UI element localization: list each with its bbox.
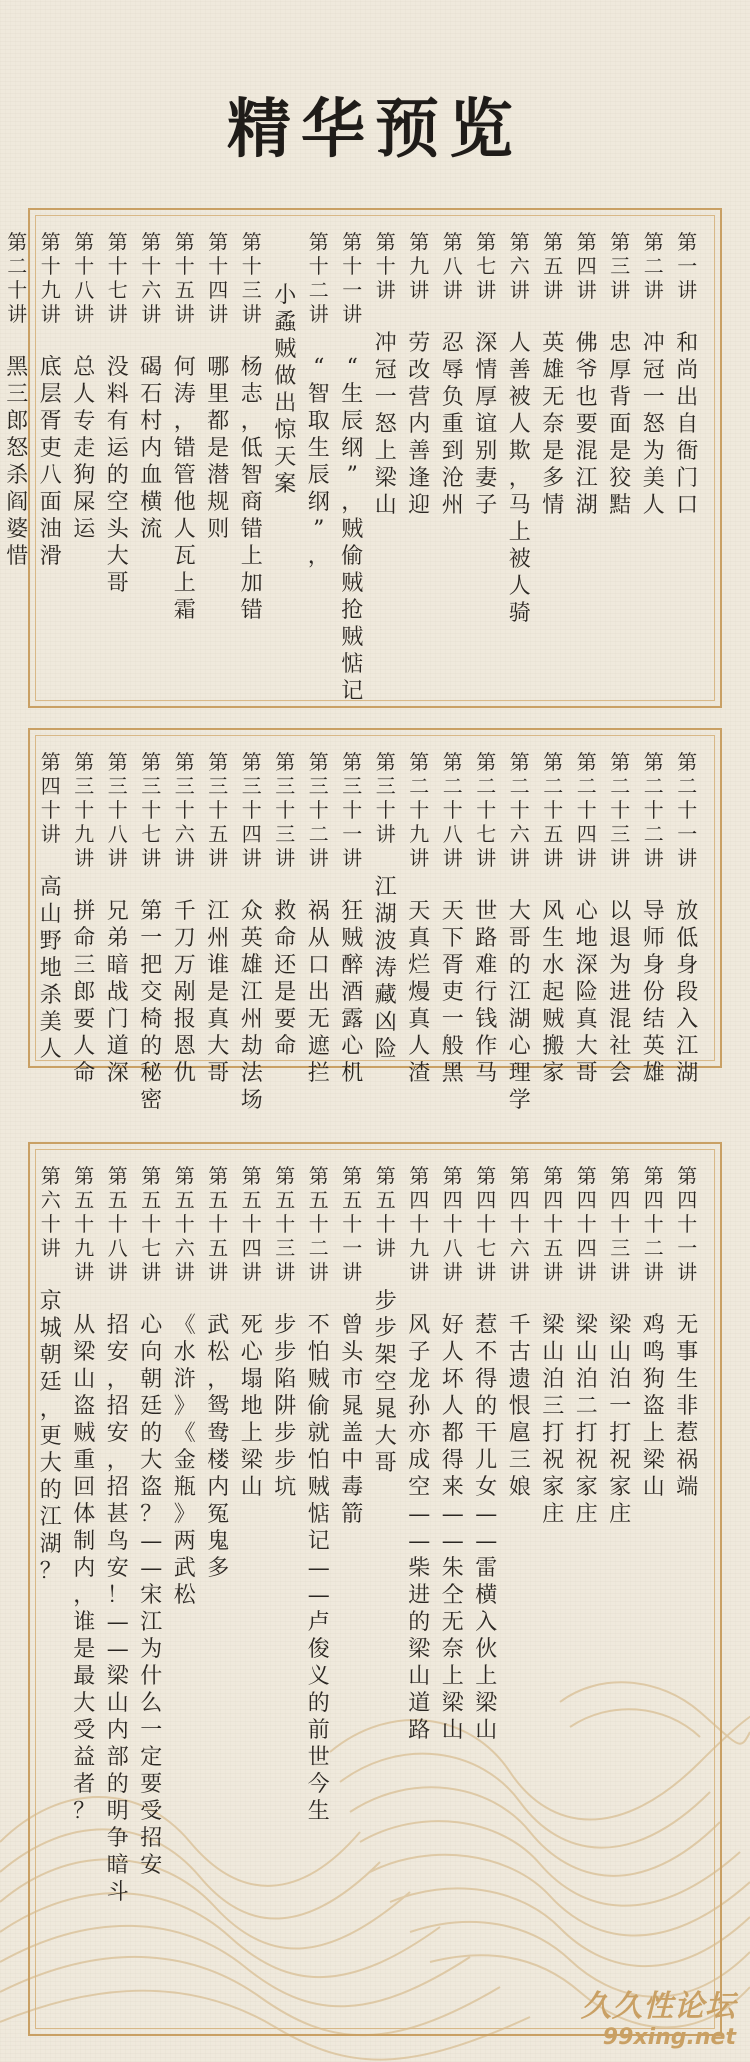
lecture-number: 第 二 十 二 讲 <box>643 750 664 870</box>
lecture-number: 第 二 十 一 讲 <box>677 750 698 870</box>
lecture-title: 心 地 深 险 真 大 哥 <box>575 899 598 1086</box>
lecture-item <box>202 1164 236 1906</box>
lecture-item <box>604 1164 638 1906</box>
lecture-title: 江 湖 波 涛 藏 凶 险 <box>374 875 397 1062</box>
lecture-number: 第 二 十 四 讲 <box>576 750 597 870</box>
lecture-number: 第 五 十 四 讲 <box>241 1164 262 1284</box>
lecture-item <box>470 750 504 1114</box>
lecture-columns <box>34 750 704 1114</box>
lecture-number: 第 三 十 四 讲 <box>241 750 262 870</box>
lecture-item <box>235 230 269 705</box>
lecture-title: 千 刀 万 剐 报 恩 仇 <box>173 899 196 1086</box>
lecture-title: 黑 三 郎 怒 杀 阎 婆 惜 <box>6 355 29 569</box>
lecture-number: 第 三 十 二 讲 <box>308 750 329 870</box>
lecture-item <box>537 1164 571 1906</box>
lecture-number: 第 三 十 讲 <box>375 750 396 846</box>
lecture-item <box>135 1164 169 1906</box>
lecture-title: 总 人 专 走 狗 屎 运 <box>73 355 96 542</box>
lecture-number: 第 十 七 讲 <box>107 230 128 326</box>
lecture-item <box>68 750 102 1114</box>
lecture-title: 梁 山 泊 三 打 祝 家 庄 <box>542 1313 565 1527</box>
lecture-number: 第 四 十 讲 <box>40 750 61 846</box>
lecture-number: 第 五 十 九 讲 <box>74 1164 95 1284</box>
lecture-title: 没 料 有 运 的 空 头 大 哥 <box>106 355 129 596</box>
lecture-item <box>637 230 671 705</box>
lecture-item <box>671 750 705 1114</box>
lecture-item <box>336 1164 370 1906</box>
lecture-number: 第 三 讲 <box>610 230 631 302</box>
lecture-item <box>336 230 370 705</box>
lecture-item <box>671 230 705 705</box>
lecture-title: 世 路 难 行 钱 作 马 <box>475 899 498 1086</box>
lecture-title: 众 英 雄 江 州 劫 法 场 <box>240 899 263 1113</box>
lecture-title: 鸡 鸣 狗 盗 上 梁 山 <box>642 1313 665 1500</box>
lecture-title: 从 梁 山 盗 贼 重 回 体 制 内 ， 谁 是 最 大 受 益 者 ？ <box>73 1313 96 1824</box>
lecture-title: “ 生 辰 纲 ” ， 贼 偷 贼 抢 贼 惦 记 <box>341 355 364 704</box>
lecture-number: 第 四 十 七 讲 <box>476 1164 497 1284</box>
lecture-number: 第 四 十 一 讲 <box>677 1164 698 1284</box>
lecture-title: 无 事 生 非 惹 祸 端 <box>676 1313 699 1500</box>
lecture-title: 京 城 朝 廷 ， 更 大 的 江 湖 ？ <box>39 1289 62 1584</box>
lecture-item <box>202 750 236 1114</box>
lecture-item <box>34 1164 68 1906</box>
lecture-title: 祸 从 口 出 无 遮 拦 <box>307 899 330 1086</box>
lecture-number: 第 三 十 一 讲 <box>342 750 363 870</box>
lecture-number: 第 六 讲 <box>509 230 530 302</box>
lecture-title: 兄 弟 暗 战 门 道 深 <box>106 899 129 1086</box>
lecture-title: 忍 辱 负 重 到 沧 州 <box>441 331 464 518</box>
lecture-item <box>101 750 135 1114</box>
lecture-title: 以 退 为 进 混 社 会 <box>609 899 632 1086</box>
lecture-number: 第 二 十 七 讲 <box>476 750 497 870</box>
lecture-item <box>436 750 470 1114</box>
lecture-title: 碣 石 村 内 血 横 流 <box>140 355 163 542</box>
lecture-title: 狂 贼 醉 酒 露 心 机 <box>341 899 364 1086</box>
lecture-number: 第 四 十 四 讲 <box>576 1164 597 1284</box>
lecture-number: 第 十 六 讲 <box>141 230 162 326</box>
lecture-number: 第 三 十 三 讲 <box>275 750 296 870</box>
lecture-number: 第 五 十 六 讲 <box>174 1164 195 1284</box>
lecture-item <box>570 230 604 705</box>
lecture-title: 导 师 身 份 结 英 雄 <box>642 899 665 1086</box>
lecture-item <box>101 1164 135 1906</box>
watermark-line-1: 久久性论坛 <box>581 1989 736 2024</box>
lecture-item <box>403 1164 437 1906</box>
lecture-item <box>135 750 169 1114</box>
lecture-item <box>302 750 336 1114</box>
watermark-logo <box>581 1981 736 2050</box>
lecture-title: 忠 厚 背 面 是 狡 黠 <box>609 331 632 518</box>
lecture-number: 第 二 十 三 讲 <box>610 750 631 870</box>
lecture-number: 第 八 讲 <box>442 230 463 302</box>
lecture-number: 第 二 十 八 讲 <box>442 750 463 870</box>
lecture-title: 冲 冠 一 怒 上 梁 山 <box>374 331 397 518</box>
lecture-item <box>403 230 437 705</box>
lecture-number: 第 二 十 六 讲 <box>509 750 530 870</box>
lecture-item <box>503 750 537 1114</box>
lecture-number: 第 十 八 讲 <box>74 230 95 326</box>
lecture-item <box>1 230 35 705</box>
lecture-number: 第 四 十 六 讲 <box>509 1164 530 1284</box>
lecture-number: 第 四 十 八 讲 <box>442 1164 463 1284</box>
lecture-number: 第 四 十 二 讲 <box>643 1164 664 1284</box>
lecture-number: 第 三 十 九 讲 <box>74 750 95 870</box>
lecture-title: 冲 冠 一 怒 为 美 人 <box>642 331 665 518</box>
lecture-number: 第 五 十 一 讲 <box>342 1164 363 1284</box>
lecture-item <box>604 750 638 1114</box>
lecture-title: 和 尚 出 自 衙 门 口 <box>676 331 699 518</box>
lecture-item <box>369 750 403 1114</box>
lecture-number: 第 五 讲 <box>543 230 564 302</box>
lecture-item <box>503 230 537 705</box>
lecture-item <box>470 230 504 705</box>
lecture-title: 风 生 水 起 贼 搬 家 <box>542 899 565 1086</box>
lecture-number: 第 二 十 五 讲 <box>543 750 564 870</box>
lecture-title: 《 水 浒 》 《 金 瓶 》 两 武 松 <box>173 1313 196 1608</box>
lecture-number: 第 四 十 五 讲 <box>543 1164 564 1284</box>
lecture-number: 第 九 讲 <box>409 230 430 302</box>
lecture-title: 天 下 胥 吏 一 般 黑 <box>441 899 464 1086</box>
lecture-title: 救 命 还 是 要 命 <box>274 899 297 1059</box>
lecture-number: 第 四 十 三 讲 <box>610 1164 631 1284</box>
lecture-title: 惹 不 得 的 干 儿 女 — — 雷 横 入 伙 上 梁 山 <box>475 1313 498 1743</box>
lecture-number: 第 一 讲 <box>677 230 698 302</box>
lecture-item <box>436 1164 470 1906</box>
lecture-item <box>235 750 269 1114</box>
lecture-title: 佛 爷 也 要 混 江 湖 <box>575 331 598 518</box>
lecture-title: 心 向 朝 廷 的 大 盗 ？ — — 宋 江 为 什 么 一 定 要 受 招 安 <box>140 1313 163 1878</box>
lecture-panel-2 <box>28 728 722 1113</box>
lecture-number: 第 四 讲 <box>576 230 597 302</box>
lecture-item <box>235 1164 269 1906</box>
lecture-title: 曾 头 市 晁 盖 中 毒 箭 <box>341 1313 364 1527</box>
lecture-title: 劳 改 营 内 善 逢 迎 <box>408 331 431 518</box>
lecture-number: 第 二 讲 <box>643 230 664 302</box>
lecture-item <box>302 230 336 705</box>
lecture-item <box>436 230 470 705</box>
lecture-title: 不 怕 贼 偷 就 怕 贼 惦 记 — — 卢 俊 义 的 前 世 今 生 <box>307 1313 330 1824</box>
lecture-number: 第 十 三 讲 <box>241 230 262 326</box>
lecture-title: 底 层 胥 吏 八 面 油 滑 <box>39 355 62 569</box>
lecture-item <box>101 230 135 705</box>
lecture-item <box>671 1164 705 1906</box>
lecture-title: 第 一 把 交 椅 的 秘 密 <box>140 899 163 1113</box>
lecture-item <box>503 1164 537 1906</box>
lecture-title: 风 子 龙 孙 亦 成 空 — — 柴 进 的 梁 山 道 路 <box>408 1313 431 1743</box>
lecture-item <box>202 230 236 705</box>
lecture-title: 何 涛 ， 错 管 他 人 瓦 上 霜 <box>173 355 196 623</box>
lecture-title: 天 真 烂 熳 真 人 渣 <box>408 899 431 1086</box>
lecture-item <box>637 750 671 1114</box>
lecture-title: 江 州 谁 是 真 大 哥 <box>207 899 230 1086</box>
lecture-number: 第 二 十 讲 <box>7 230 28 326</box>
lecture-title: 哪 里 都 是 潜 规 则 <box>207 355 230 542</box>
lecture-item <box>537 230 571 705</box>
watermark-line-2: 99xing.net <box>602 2025 736 2050</box>
lecture-number: 第 五 十 七 讲 <box>141 1164 162 1284</box>
lecture-number: 第 三 十 八 讲 <box>107 750 128 870</box>
lecture-title: 人 善 被 人 欺 ， 马 上 被 人 骑 <box>508 331 531 626</box>
lecture-item <box>269 1164 303 1906</box>
lecture-item <box>168 750 202 1114</box>
lecture-title: 招 安 ， 招 安 ， 招 甚 鸟 安 ！ — — 梁 山 内 部 的 明 争 暗 斗 <box>106 1313 129 1905</box>
lecture-title: 梁 山 泊 二 打 祝 家 庄 <box>575 1313 598 1527</box>
lecture-number: 第 十 四 讲 <box>208 230 229 326</box>
lecture-item <box>570 1164 604 1906</box>
lecture-number: 第 五 十 八 讲 <box>107 1164 128 1284</box>
lecture-item <box>34 750 68 1114</box>
lecture-item <box>369 1164 403 1906</box>
lecture-columns <box>1 230 705 705</box>
lecture-item <box>302 1164 336 1906</box>
lecture-item <box>269 230 303 705</box>
lecture-item <box>403 750 437 1114</box>
lecture-title: 英 雄 无 奈 是 多 情 <box>542 331 565 518</box>
lecture-item <box>68 230 102 705</box>
lecture-number: 第 十 讲 <box>375 230 396 302</box>
lecture-title: 深 情 厚 谊 别 妻 子 <box>475 331 498 518</box>
lecture-title: 千 古 遗 恨 扈 三 娘 <box>508 1313 531 1500</box>
lecture-number: 第 三 十 六 讲 <box>174 750 195 870</box>
lecture-item <box>34 230 68 705</box>
lecture-title: “ 智 取 生 辰 纲 ” ， <box>307 355 330 569</box>
lecture-title: 高 山 野 地 杀 美 人 <box>39 875 62 1062</box>
lecture-item <box>168 1164 202 1906</box>
lecture-panel-1 <box>6 208 722 708</box>
lecture-item <box>570 750 604 1114</box>
lecture-number: 第 三 十 七 讲 <box>141 750 162 870</box>
lecture-number: 第 十 五 讲 <box>174 230 195 326</box>
lecture-number: 第 十 九 讲 <box>40 230 61 326</box>
lecture-number: 第 七 讲 <box>476 230 497 302</box>
lecture-number: 第 五 十 二 讲 <box>308 1164 329 1284</box>
lecture-number: 第 五 十 讲 <box>375 1164 396 1260</box>
lecture-number: 第 三 十 五 讲 <box>208 750 229 870</box>
lecture-item <box>168 230 202 705</box>
lecture-number: 第 二 十 九 讲 <box>409 750 430 870</box>
lecture-number: 第 五 十 三 讲 <box>275 1164 296 1284</box>
lecture-item <box>68 1164 102 1906</box>
lecture-number: 第 四 十 九 讲 <box>409 1164 430 1284</box>
lecture-item <box>369 230 403 705</box>
lecture-title: 步 步 架 空 晁 大 哥 <box>374 1289 397 1476</box>
lecture-panel-3 <box>28 1142 722 2036</box>
lecture-title: 步 步 陷 阱 步 步 坑 <box>274 1313 297 1500</box>
lecture-number: 第 十 二 讲 <box>308 230 329 326</box>
lecture-title: 小 蟊 贼 做 出 惊 天 案 <box>274 283 297 497</box>
lecture-item <box>537 750 571 1114</box>
lecture-item <box>269 750 303 1114</box>
lecture-title: 放 低 身 段 入 江 湖 <box>676 899 699 1086</box>
lecture-item <box>604 230 638 705</box>
lecture-item <box>470 1164 504 1906</box>
lecture-title: 好 人 坏 人 都 得 来 — — 朱 仝 无 奈 上 梁 山 <box>441 1313 464 1743</box>
lecture-title: 拼 命 三 郎 要 人 命 <box>73 899 96 1086</box>
lecture-title: 死 心 塌 地 上 梁 山 <box>240 1313 263 1500</box>
page-title: 精华预览 <box>227 92 523 167</box>
lecture-item <box>637 1164 671 1906</box>
lecture-number: 第 五 十 五 讲 <box>208 1164 229 1284</box>
lecture-item <box>336 750 370 1114</box>
lecture-item <box>135 230 169 705</box>
lecture-number: 第 六 十 讲 <box>40 1164 61 1260</box>
lecture-title: 武 松 ， 鸳 鸯 楼 内 冤 鬼 多 <box>207 1313 230 1581</box>
lecture-number: 第 十 一 讲 <box>342 230 363 326</box>
lecture-title: 大 哥 的 江 湖 心 理 学 <box>508 899 531 1113</box>
lecture-title: 杨 志 ， 低 智 商 错 上 加 错 <box>240 355 263 623</box>
lecture-columns <box>34 1164 704 1906</box>
lecture-title: 梁 山 泊 一 打 祝 家 庄 <box>609 1313 632 1527</box>
